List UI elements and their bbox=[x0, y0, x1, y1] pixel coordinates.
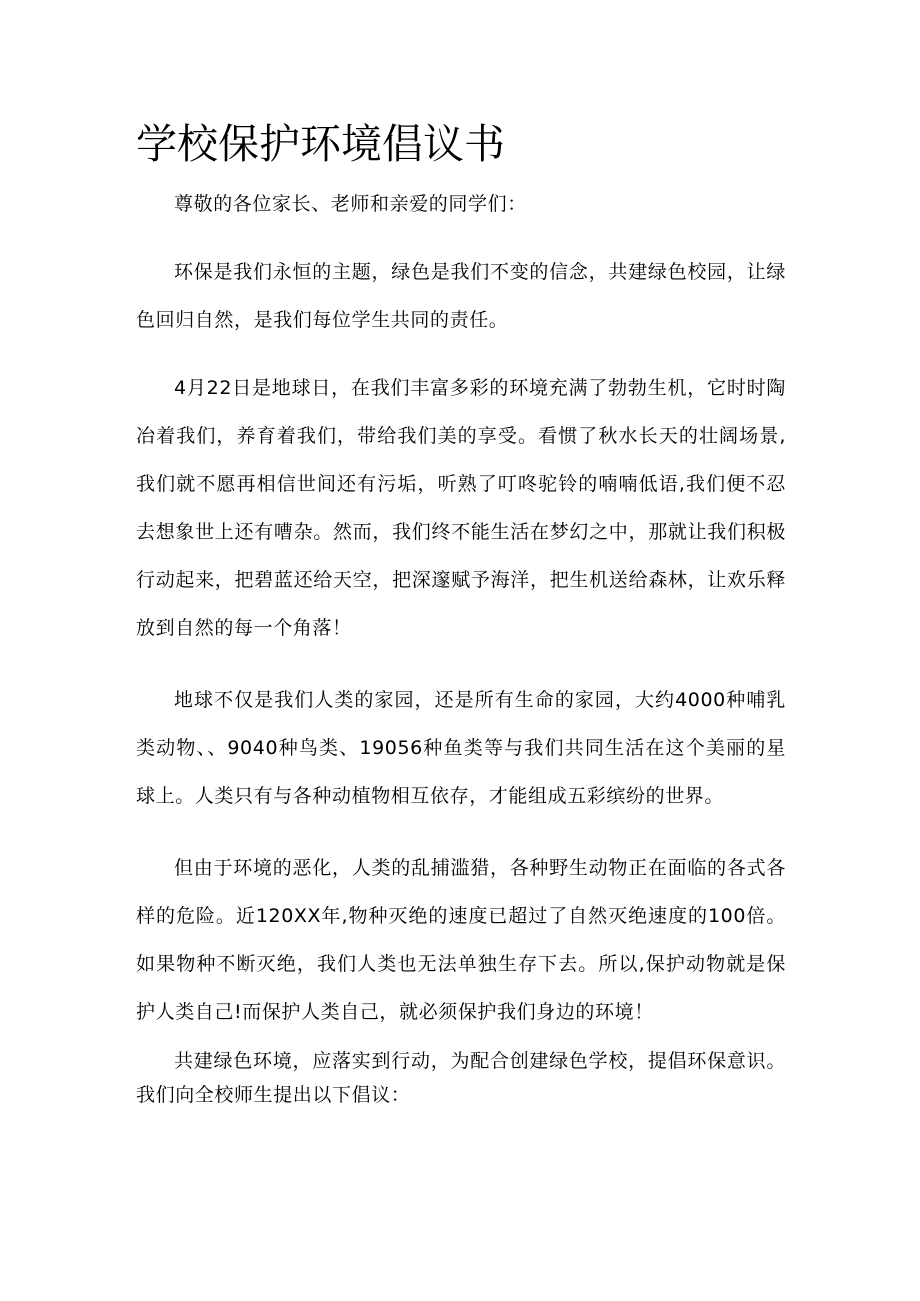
salutation: 尊敬的各位家长、老师和亲爱的同学们： bbox=[174, 193, 527, 215]
paragraph-3: 地球不仅是我们人类的家园，还是所有生命的家园，大约4000种哺乳类动物、、9040种鸟类、19056种鱼类等与我们共同生活在这个美丽的星球上。人类只有与各种动植物相互依存，才能组成五彩缤纷的世界。 bbox=[136, 689, 786, 807]
document-title: 学校保护环境倡议书 bbox=[136, 120, 505, 168]
paragraph-5: 共建绿色环境，应落实到行动，为配合创建绿色学校，提倡环保意识。我们向全校师生提出以下倡议： bbox=[136, 1050, 786, 1106]
paragraph-2: 4月22日是地球日，在我们丰富多彩的环境充满了勃勃生机，它时时陶冶着我们，养育着我们，带给我们美的享受。看惯了秋水长天的壮阔场景,我们就不愿再相信世间还有污垢，听熟了叮咚驼铃的喃喃低语,我们便不忍去想象世上还有嘈杂。然而，我们终不能生活在梦幻之中，那就让我们积极行动起来，把碧蓝还给天空，把深邃赋予海洋，把生机送给森林，让欢乐释放到自然的每一个角落！ bbox=[136, 377, 786, 639]
paragraph-4: 但由于环境的恶化，人类的乱捕滥猎，各种野生动物正在面临的各式各样的危险。近120XX年,物种灭绝的速度已超过了自然灭绝速度的100倍。如果物种不断灭绝，我们人类也无法单独生存下去。所以,保护动物就是保护人类自己!而保护人类自己，就必须保护我们身边的环境！ bbox=[136, 857, 786, 1023]
paragraph-1: 环保是我们永恒的主题，绿色是我们不变的信念，共建绿色校园，让绿色回归自然，是我们每位学生共同的责任。 bbox=[136, 261, 786, 331]
